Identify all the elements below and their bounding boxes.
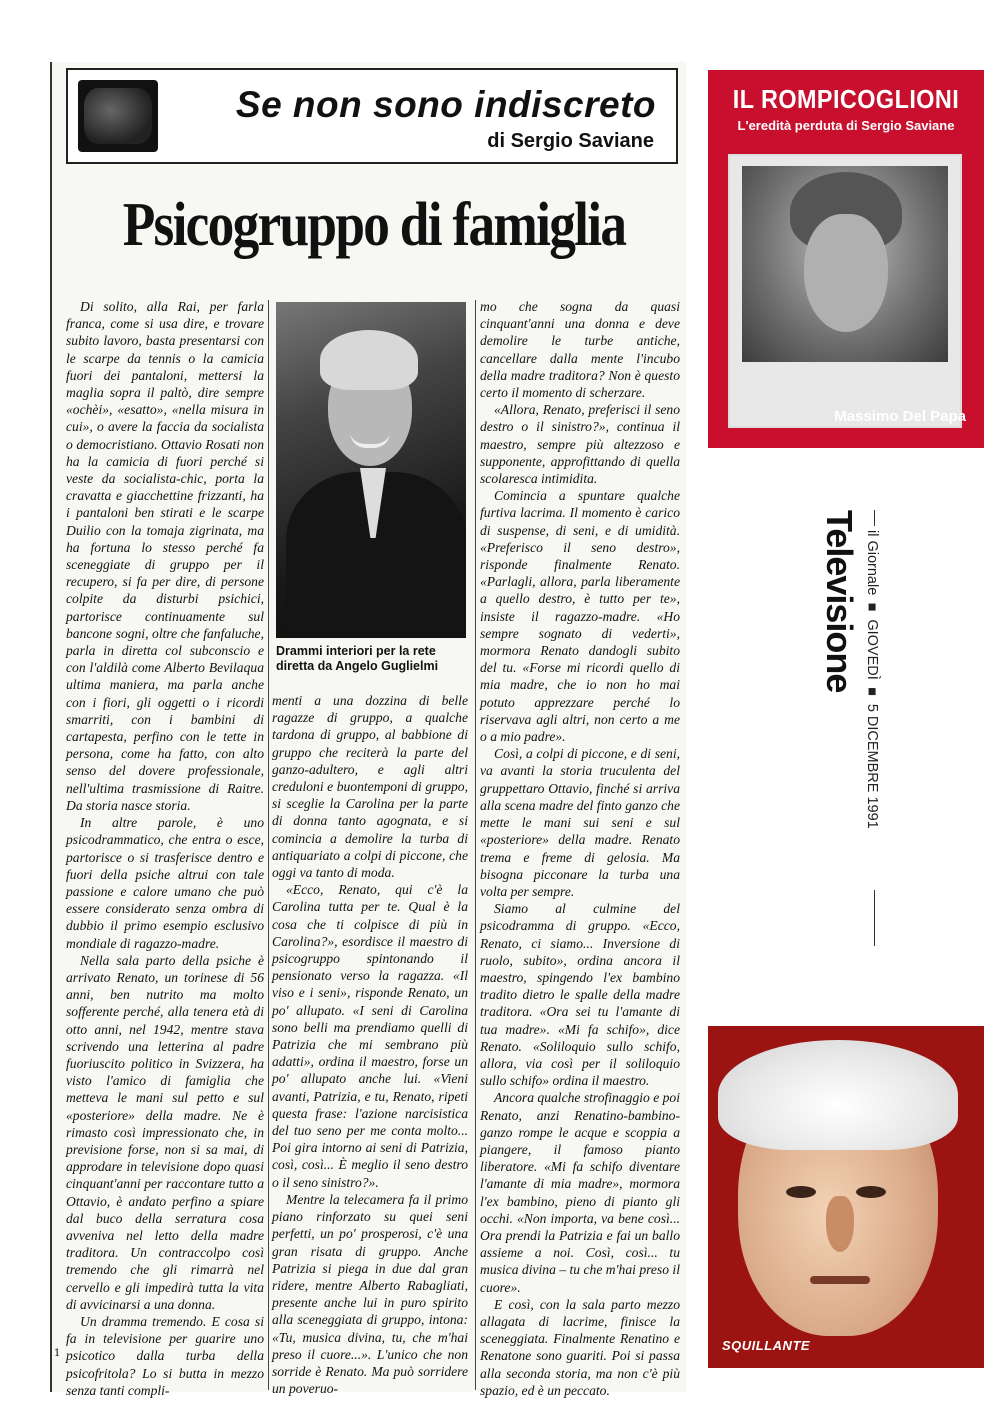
paragraph: «Ecco, Renato, qui c'è la Carolina tutta per te. Qual è la cosa che ti colpisce di più in Carolina?», esordisce il maestro di psicogruppo spintonando il pensionato verso la ragazza. «Il viso e i seni», risponde Renato, un po' allupato. «I seni di Carolina sono belli ma prendiamo quelli di Patrizia che mi sembrano più adatti», ordina il maestro, forse un po' allupato anche lui. «Vieni avanti, Patrizia, e tu, Renato, ripeti questa frase: l'azione narcisistica del tuo seno per me conta molto... Poi gira intorno ai seni di Patrizia, così, così... È meglio il seno destro o il seno sinistro?».: [272, 882, 468, 1190]
book-cover-photo: [730, 156, 960, 426]
dateline-rule: [874, 890, 875, 946]
paragraph: Di solito, alla Rai, per farla franca, come si usa dire, e trovare subito lavoro, basta presentarsi con le scarpe da tennis o la camicia fuori dei pantaloni, mettersi la maglia sopra il paltò, dire sempre «ochèi», «esatto», «nella misura in cui», o avere la faccia da socialista o democristiano. Ottavio Rosati non ha la camicia di fuori perché si veste da socialista-chic, porta la cravatta e giacchettine frizzanti, ha i pantaloni ben stirati e le scarpe Duilio con la tomaja zigrinata, ma ha fortuna lo stesso perché fa sceneggiate di gruppo per il recupero, si fa per dire, di persone colpite da disturbi psichici, partorisce continuamente sul bancone sogni, oltre che fanfaluche, parla in diretta col subconscio e con l'aldilà come Alberto Bevilaqua ultima maniera, ma parla anche con i fiori, gli oggetti o i ricordi smarriti, con i bambini di cartapesta, perfino con le tette in persona, come ha fatto, con alto senso del dovere professionale, nell'ultima trasmissione di Raitre. Da storia nasce storia.: [66, 299, 264, 813]
newspaper-section-label: [818, 510, 898, 950]
byline: di Sergio Saviane: [487, 130, 654, 152]
article-column-3: [480, 298, 680, 1399]
dateline-rule: [874, 510, 875, 526]
paragraph: Nella sala parto della psiche è arrivato Renato, un torinese di 56 anni, ben nutrito ma molto sofferente perché, alla tenera età di otto anni, nel 1942, mentre stava scrivendo una letterina al padre fuoriuscito politico in Svizzera, ha visto l'amico di famiglia che metteva le mani sul petto e sul «posteriore» della madre. Ne è rimasto così impressionato che, in previsione forse, non si sa mai, di approdare in televisione dopo quasi cinquant'anni per raccontare tutto a Ottavio, è andato perfino a spiare dal buco della serratura cosa avveniva nel letto della madre traditora. Un contraccolpo così tremendo che gli rimarrà nel cervello e gli impedirà tutta la vita di avvicinarsi a una donna.: [66, 952, 264, 1312]
book-subtitle: L'eredità perduta di Sergio Saviane: [737, 118, 955, 133]
section-title: Televisione: [819, 510, 860, 693]
paragraph: Comincia a spuntare qualche furtiva lacrima. Il momento è carico di suspense, di seni, e di umidità. «Preferisco il seno destro», risponde finalmente Renato. «Parlagli, allora, parla liberamente a quello destro, è tutto per te», insiste il ragazzo-madre. «Ho sempre sognato di vederti», mormora Renato dandogli subito del tu. «Forse mi ricordi quello di mia madre, che io non ho mai potuto apprezzare perché lo riservava agli altri, non certo a me o a mio padre».: [480, 488, 680, 745]
television-icon: [78, 80, 158, 152]
article-photo: [276, 302, 466, 638]
book-cover: [708, 70, 984, 448]
paragraph: E così, con la sala parto mezzo allagata di lacrime, finisce la sceneggiata. Finalmente Renatino e Renatone sono guariti. Poi si passa alla seconda storia, ma non c'è più spazio, ed è un peccato.: [480, 1296, 680, 1398]
paragraph: mo che sogna da quasi cinquant'anni una donna e deve demolire le turbe antiche, cancellare dalla mente l'incubo della madre traditora? Non è questo certo il momento di scherzare.: [480, 299, 680, 401]
column-header-box: [66, 68, 678, 164]
photo-caption: Drammi interiori per la rete diretta da Angelo Guglielmi: [276, 644, 439, 673]
dateline: il Giornale ■ GIOVEDÌ ■ 5 DICEMBRE 1991: [864, 530, 880, 829]
paragraph: Ancora qualche strofinaggio e poi Renato, anzi Renatino-bambino-ganzo rompe le acque e scoppia a piangere, il famoso pianto liberatore. «Mi fa schifo diventare l'amante di mia madre», mormora l'ex bambino, pieno di pianto gli occhi. «Non importa, va bene così... Ora prendi la Patrizia e fai un ballo assieme a noi. Così, così... tu musica divina – tu che m'hai preso il cuore».: [480, 1090, 681, 1295]
article-column-1: [66, 298, 264, 1399]
artist-signature: SQUILLANTE: [722, 1338, 811, 1353]
paragraph: In altre parole, è uno psicodrammatico, che entra o esce, partorisce o si trasferisce dentro e fuori della psiche altrui con tale passione e calore umano che può essere considerato senza ombra di dubbio il primo esempio esclusivo mondiale di ragazzo-madre.: [66, 815, 264, 951]
article-column-2: [272, 692, 468, 1397]
newspaper-clipping: [50, 62, 686, 1398]
paragraph: menti a una dozzina di belle ragazze di gruppo, a qualche tardona di gruppo, al babbione di gruppo che reciterà la parte del ganzo-adultero, e agli altri creduloni e buontemponi di gruppo, si sceglie la Carolina per la parte di donna tanto agognata, e si comincia a demolire la turba di antiquariato a colpi di piccone, che oggi va tanto di moda.: [272, 693, 468, 881]
paragraph: «Allora, Renato, preferisci il seno destro o il sinistro?», continua il maestro, sempre più altezzoso e supponente, approfittando di quella scolaresca intimidita.: [480, 402, 680, 487]
column-divider: [475, 300, 476, 1390]
paragraph: Mentre la telecamera fa il primo piano rinforzato su quei seni perfetti, un po' prosperosi, c'è una gran risata di gruppo. Anche Patrizia si piega in due dal gran ridere, mentre Alberto Rabagliati, presente anche lui in puro spirito alla sceneggiata di gruppo, intona: «Tu, musica divina, tu, che m'hai preso il cuore...». L'unico che non sorride è Renato. Ma può sorridere un poveruo-: [272, 1191, 468, 1397]
article-headline: Psicogruppo di famiglia: [122, 191, 626, 259]
caricature-illustration: [708, 1026, 984, 1368]
paragraph: Così, a colpi di piccone, e di seni, va avanti la storia truculenta del gruppettaro Ottavio, finché si arriva alla scena madre del finto ganzo che mette le mani sui seni e sul «posteriore» della madre. Renato trema e freme di gelosia. Ma bisogna picconare la turba una volta per sempre.: [480, 746, 680, 899]
book-title: IL ROMPICOGLIONI: [732, 84, 960, 114]
clipping-left-rule: [50, 62, 52, 1392]
book-author: Massimo Del Papa: [834, 408, 966, 425]
column-name: Se non sono indiscreto: [235, 84, 656, 125]
column-divider: [268, 300, 269, 1390]
page-mark: 1: [54, 1348, 61, 1359]
paragraph: Siamo al culmine del psicodramma di gruppo. «Ecco, Renato, ci siamo... Inversione di ruolo, subito», ordina ancora il maestro, spingendo l'ex bambino tradito dietro le spalle della madre traditora. «Ora sei tu l'amante di tua madre». «Mi fa schifo», dice Renato. «Soliloquio sullo schifo, allora, via così per il soliloquio sullo schifo» ordina il maestro.: [480, 901, 680, 1089]
paragraph: Un dramma tremendo. E cosa si fa in televisione per guarire uno psicotico dalla turba della psicofritola? Lo si butta in mezzo senza tanti compli-: [66, 1313, 264, 1398]
